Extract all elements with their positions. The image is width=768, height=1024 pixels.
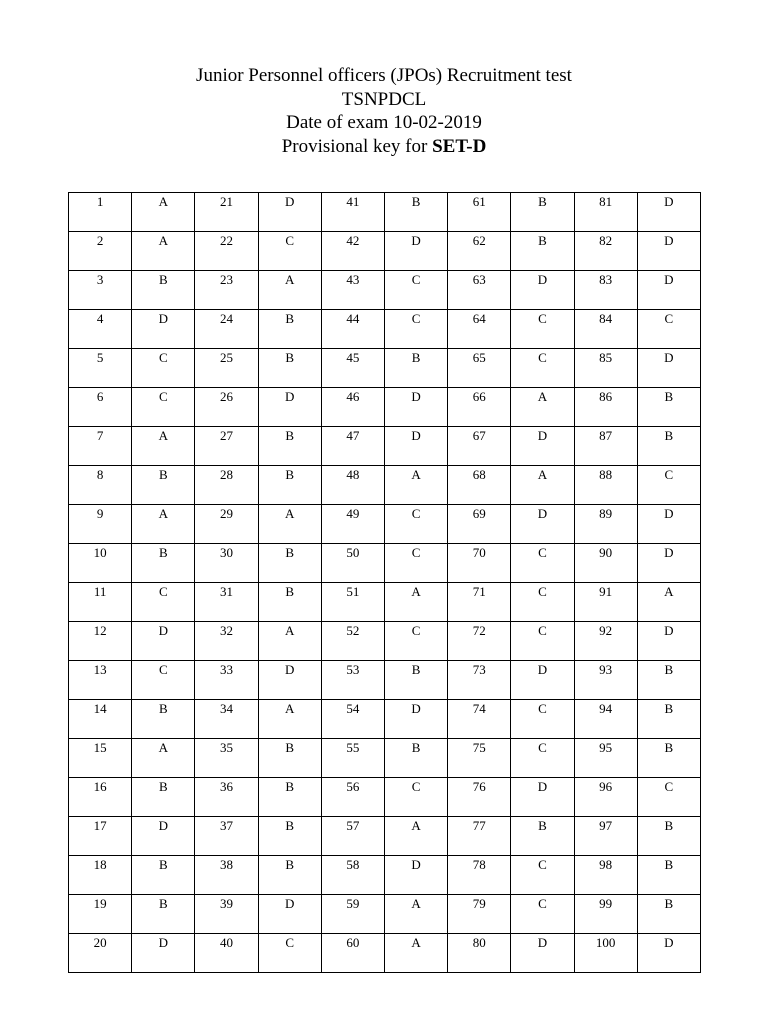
answer-cell: B (637, 895, 700, 934)
answer-cell: A (258, 271, 321, 310)
answer-cell: D (132, 622, 195, 661)
answer-cell: B (258, 739, 321, 778)
answer-cell: B (258, 778, 321, 817)
question-number-cell: 76 (448, 778, 511, 817)
answer-cell: B (258, 466, 321, 505)
key-title (0, 135, 768, 159)
question-number-cell: 33 (195, 661, 258, 700)
answer-cell: B (637, 817, 700, 856)
answer-cell: B (258, 349, 321, 388)
exam-title: Junior Personnel officers (JPOs) Recruitment test (196, 65, 572, 86)
question-number-cell: 25 (195, 349, 258, 388)
table-row (69, 388, 701, 427)
answer-cell: D (258, 661, 321, 700)
question-number-cell: 57 (321, 817, 384, 856)
answer-cell: D (258, 388, 321, 427)
table-row (69, 349, 701, 388)
answer-cell: B (637, 700, 700, 739)
question-number-cell: 24 (195, 310, 258, 349)
answer-cell: D (511, 427, 574, 466)
question-number-cell: 48 (321, 466, 384, 505)
answer-cell: B (637, 739, 700, 778)
question-number-cell: 89 (574, 505, 637, 544)
answer-cell: B (132, 856, 195, 895)
question-number-cell: 50 (321, 544, 384, 583)
question-number-cell: 96 (574, 778, 637, 817)
answer-cell: C (384, 310, 447, 349)
table-row (69, 232, 701, 271)
answer-cell: A (384, 583, 447, 622)
question-number-cell: 10 (69, 544, 132, 583)
question-number-cell: 43 (321, 271, 384, 310)
question-number-cell: 8 (69, 466, 132, 505)
answer-cell: D (637, 232, 700, 271)
question-number-cell: 15 (69, 739, 132, 778)
question-number-cell: 91 (574, 583, 637, 622)
question-number-cell: 3 (69, 271, 132, 310)
question-number-cell: 60 (321, 934, 384, 973)
answer-cell: B (258, 427, 321, 466)
question-number-cell: 58 (321, 856, 384, 895)
answer-cell: A (384, 895, 447, 934)
answer-cell: D (132, 310, 195, 349)
table-row (69, 193, 701, 232)
question-number-cell: 36 (195, 778, 258, 817)
table-row (69, 739, 701, 778)
question-number-cell: 98 (574, 856, 637, 895)
answer-cell: C (511, 622, 574, 661)
question-number-cell: 56 (321, 778, 384, 817)
table-row (69, 934, 701, 973)
table-row (69, 778, 701, 817)
question-number-cell: 85 (574, 349, 637, 388)
answer-key-table (68, 192, 701, 973)
answer-cell: B (384, 661, 447, 700)
answer-cell: A (384, 934, 447, 973)
answer-cell: A (258, 505, 321, 544)
question-number-cell: 7 (69, 427, 132, 466)
question-number-cell: 12 (69, 622, 132, 661)
organization-name: TSNPDCL (341, 88, 427, 110)
question-number-cell: 75 (448, 739, 511, 778)
answer-cell: D (132, 817, 195, 856)
answer-cell: D (384, 700, 447, 739)
question-number-cell: 20 (69, 934, 132, 973)
table-row (69, 427, 701, 466)
question-number-cell: 54 (321, 700, 384, 739)
question-number-cell: 6 (69, 388, 132, 427)
answer-cell: C (132, 388, 195, 427)
question-number-cell: 63 (448, 271, 511, 310)
question-number-cell: 81 (574, 193, 637, 232)
answer-cell: B (511, 817, 574, 856)
answer-cell: B (258, 817, 321, 856)
answer-cell: A (384, 817, 447, 856)
answer-cell: A (258, 700, 321, 739)
answer-cell: D (637, 934, 700, 973)
question-number-cell: 70 (448, 544, 511, 583)
table-row (69, 622, 701, 661)
question-number-cell: 72 (448, 622, 511, 661)
answer-cell: D (511, 778, 574, 817)
answer-cell: A (637, 583, 700, 622)
answer-cell: C (384, 778, 447, 817)
question-number-cell: 37 (195, 817, 258, 856)
answer-cell: B (637, 856, 700, 895)
question-number-cell: 88 (574, 466, 637, 505)
question-number-cell: 94 (574, 700, 637, 739)
answer-cell: D (511, 934, 574, 973)
answer-cell: A (511, 466, 574, 505)
answer-cell: B (132, 778, 195, 817)
question-number-cell: 1 (69, 193, 132, 232)
table-row (69, 271, 701, 310)
question-number-cell: 9 (69, 505, 132, 544)
question-number-cell: 32 (195, 622, 258, 661)
answer-cell: C (511, 856, 574, 895)
answer-cell: D (384, 856, 447, 895)
question-number-cell: 59 (321, 895, 384, 934)
answer-cell: B (384, 739, 447, 778)
answer-cell: C (384, 622, 447, 661)
answer-cell: D (637, 505, 700, 544)
question-number-cell: 62 (448, 232, 511, 271)
set-label: SET-D (432, 135, 487, 157)
question-number-cell: 21 (195, 193, 258, 232)
answer-cell: A (132, 193, 195, 232)
table-row (69, 856, 701, 895)
question-number-cell: 69 (448, 505, 511, 544)
table-row (69, 700, 701, 739)
answer-cell: D (384, 232, 447, 271)
answer-cell: C (258, 934, 321, 973)
answer-cell: D (637, 544, 700, 583)
question-number-cell: 73 (448, 661, 511, 700)
answer-cell: B (132, 544, 195, 583)
table-row (69, 505, 701, 544)
answer-cell: C (258, 232, 321, 271)
answer-cell: C (511, 895, 574, 934)
answer-cell: A (384, 466, 447, 505)
question-number-cell: 4 (69, 310, 132, 349)
table-row (69, 466, 701, 505)
question-number-cell: 30 (195, 544, 258, 583)
question-number-cell: 2 (69, 232, 132, 271)
question-number-cell: 61 (448, 193, 511, 232)
question-number-cell: 5 (69, 349, 132, 388)
answer-cell: C (637, 466, 700, 505)
question-number-cell: 92 (574, 622, 637, 661)
question-number-cell: 78 (448, 856, 511, 895)
answer-cell: D (511, 661, 574, 700)
question-number-cell: 19 (69, 895, 132, 934)
answer-cell: C (511, 583, 574, 622)
answer-cell: D (132, 934, 195, 973)
table-row (69, 895, 701, 934)
table-row (69, 544, 701, 583)
answer-cell: B (132, 895, 195, 934)
question-number-cell: 17 (69, 817, 132, 856)
question-number-cell: 90 (574, 544, 637, 583)
question-number-cell: 49 (321, 505, 384, 544)
table-row (69, 310, 701, 349)
question-number-cell: 67 (448, 427, 511, 466)
answer-cell: A (132, 427, 195, 466)
question-number-cell: 51 (321, 583, 384, 622)
question-number-cell: 22 (195, 232, 258, 271)
answer-cell: C (511, 349, 574, 388)
answer-cell: D (637, 193, 700, 232)
answer-cell: B (132, 700, 195, 739)
question-number-cell: 14 (69, 700, 132, 739)
answer-key-body (69, 193, 701, 973)
question-number-cell: 86 (574, 388, 637, 427)
answer-cell: D (384, 427, 447, 466)
question-number-cell: 79 (448, 895, 511, 934)
table-row (69, 817, 701, 856)
question-number-cell: 80 (448, 934, 511, 973)
answer-cell: D (384, 388, 447, 427)
question-number-cell: 93 (574, 661, 637, 700)
answer-cell: D (511, 271, 574, 310)
question-number-cell: 16 (69, 778, 132, 817)
question-number-cell: 13 (69, 661, 132, 700)
answer-cell: B (511, 232, 574, 271)
answer-cell: B (258, 310, 321, 349)
question-number-cell: 87 (574, 427, 637, 466)
question-number-cell: 83 (574, 271, 637, 310)
question-number-cell: 39 (195, 895, 258, 934)
answer-cell: B (511, 193, 574, 232)
answer-cell: D (637, 349, 700, 388)
answer-cell: B (637, 388, 700, 427)
answer-cell: B (258, 544, 321, 583)
answer-cell: C (511, 739, 574, 778)
question-number-cell: 34 (195, 700, 258, 739)
answer-cell: C (132, 349, 195, 388)
answer-cell: D (637, 271, 700, 310)
question-number-cell: 77 (448, 817, 511, 856)
question-number-cell: 55 (321, 739, 384, 778)
answer-cell: B (132, 466, 195, 505)
question-number-cell: 38 (195, 856, 258, 895)
question-number-cell: 31 (195, 583, 258, 622)
document-header (0, 64, 768, 158)
question-number-cell: 52 (321, 622, 384, 661)
question-number-cell: 28 (195, 466, 258, 505)
question-number-cell: 53 (321, 661, 384, 700)
answer-cell: C (384, 271, 447, 310)
question-number-cell: 66 (448, 388, 511, 427)
question-number-cell: 42 (321, 232, 384, 271)
question-number-cell: 84 (574, 310, 637, 349)
question-number-cell: 47 (321, 427, 384, 466)
answer-cell: A (132, 739, 195, 778)
question-number-cell: 74 (448, 700, 511, 739)
answer-cell: C (637, 778, 700, 817)
question-number-cell: 40 (195, 934, 258, 973)
answer-cell: B (384, 349, 447, 388)
question-number-cell: 100 (574, 934, 637, 973)
answer-cell: D (258, 895, 321, 934)
key-title-prefix: Provisional key for (281, 135, 433, 157)
question-number-cell: 26 (195, 388, 258, 427)
answer-cell: C (511, 544, 574, 583)
question-number-cell: 46 (321, 388, 384, 427)
question-number-cell: 35 (195, 739, 258, 778)
answer-cell: A (511, 388, 574, 427)
answer-cell: C (511, 700, 574, 739)
answer-cell: A (132, 505, 195, 544)
question-number-cell: 11 (69, 583, 132, 622)
answer-cell: C (511, 310, 574, 349)
question-number-cell: 99 (574, 895, 637, 934)
answer-cell: D (258, 193, 321, 232)
question-number-cell: 71 (448, 583, 511, 622)
answer-cell: B (132, 271, 195, 310)
answer-cell: B (258, 856, 321, 895)
answer-cell: D (511, 505, 574, 544)
question-number-cell: 23 (195, 271, 258, 310)
question-number-cell: 68 (448, 466, 511, 505)
table-row (69, 661, 701, 700)
question-number-cell: 65 (448, 349, 511, 388)
answer-cell: C (384, 505, 447, 544)
question-number-cell: 44 (321, 310, 384, 349)
table-row (69, 583, 701, 622)
question-number-cell: 97 (574, 817, 637, 856)
question-number-cell: 64 (448, 310, 511, 349)
answer-cell: A (132, 232, 195, 271)
question-number-cell: 45 (321, 349, 384, 388)
question-number-cell: 82 (574, 232, 637, 271)
answer-cell: C (132, 661, 195, 700)
question-number-cell: 95 (574, 739, 637, 778)
answer-cell: D (637, 622, 700, 661)
question-number-cell: 18 (69, 856, 132, 895)
question-number-cell: 41 (321, 193, 384, 232)
question-number-cell: 27 (195, 427, 258, 466)
answer-cell: C (384, 544, 447, 583)
answer-cell: B (384, 193, 447, 232)
question-number-cell: 29 (195, 505, 258, 544)
answer-cell: B (258, 583, 321, 622)
answer-cell: C (132, 583, 195, 622)
answer-cell: B (637, 427, 700, 466)
exam-date: Date of exam 10-02-2019 (286, 112, 482, 133)
answer-cell: C (637, 310, 700, 349)
answer-cell: A (258, 622, 321, 661)
answer-cell: B (637, 661, 700, 700)
